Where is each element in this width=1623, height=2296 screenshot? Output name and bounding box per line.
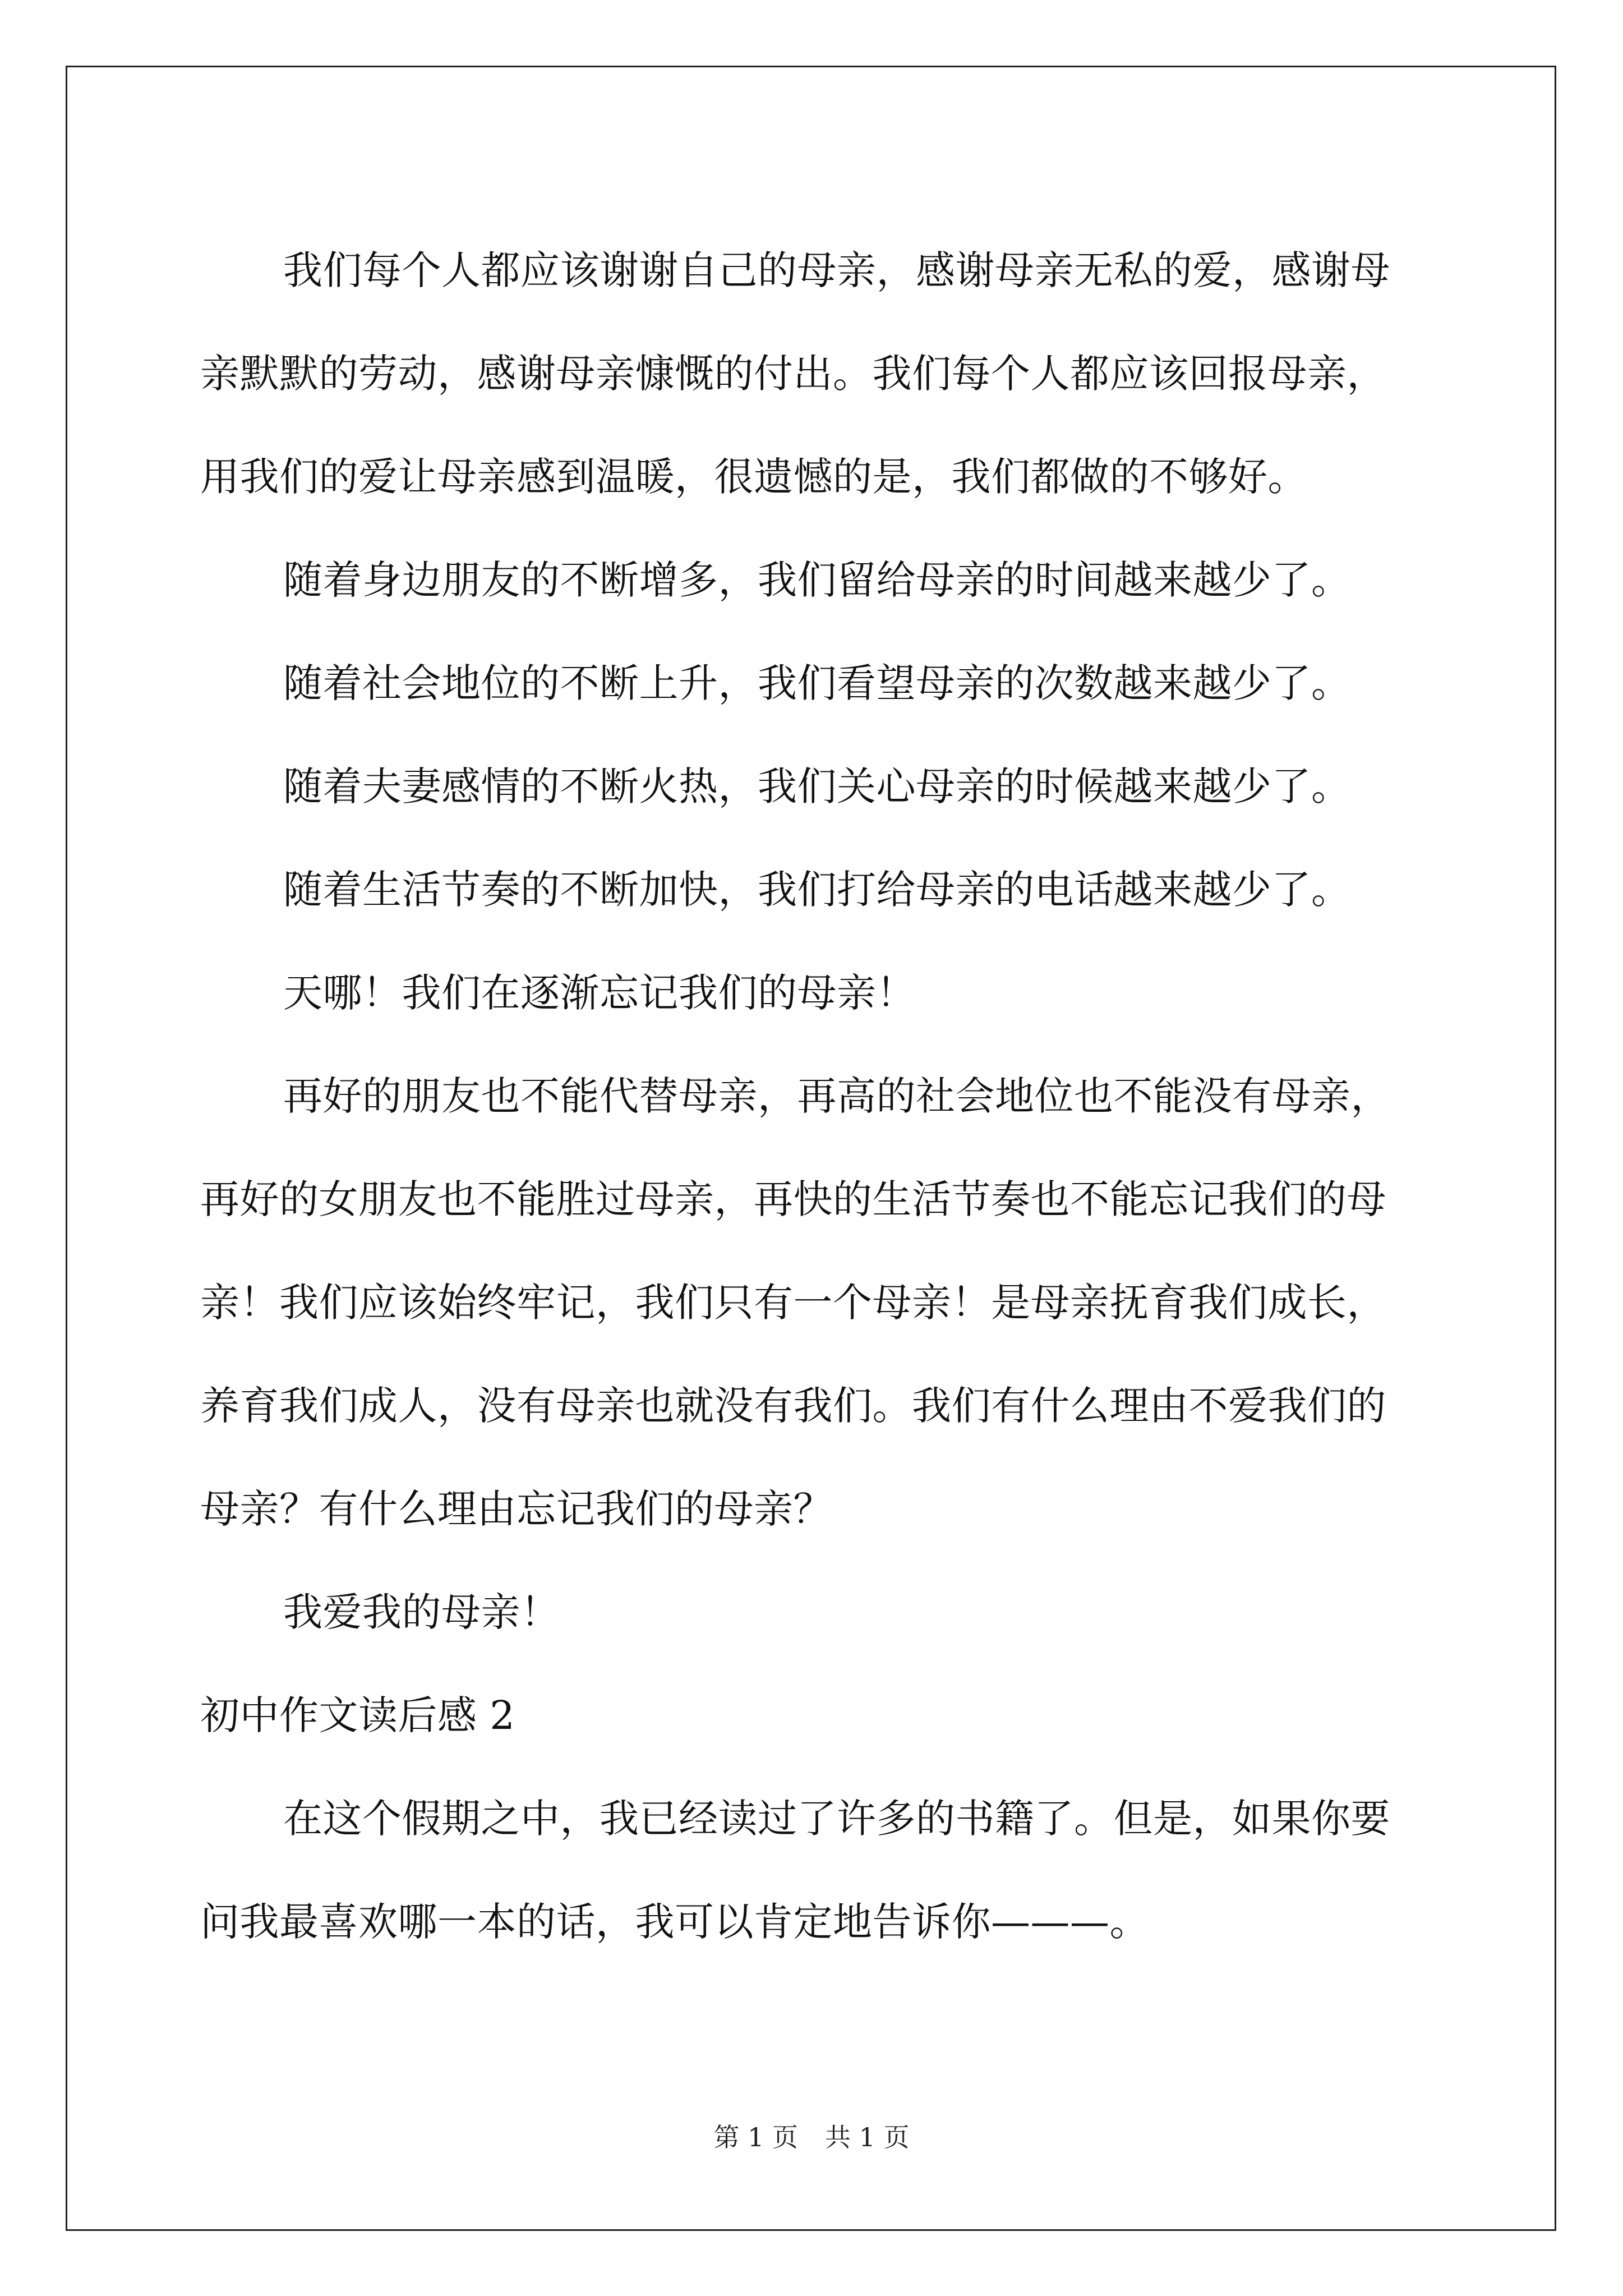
paragraph-line: 亲！我们应该始终牢记，我们只有一个母亲！是母亲抚育我们成长， bbox=[200, 1280, 1386, 1326]
paragraph-line: 随着身边朋友的不断增多，我们留给母亲的时间越来越少了。 bbox=[283, 557, 1351, 603]
page-number: 第 1 页 bbox=[713, 2122, 798, 2152]
paragraph-line: 再好的朋友也不能代替母亲，再高的社会地位也不能没有母亲， bbox=[283, 1073, 1390, 1119]
paragraph-line: 天哪！我们在逐渐忘记我们的母亲！ bbox=[283, 970, 916, 1016]
document-body bbox=[200, 219, 1423, 1973]
paragraph-line: 再好的女朋友也不能胜过母亲，再快的生活节奏也不能忘记我们的母 bbox=[200, 1176, 1386, 1222]
paragraph-line: 在这个假期之中，我已经读过了许多的书籍了。但是，如果你要 bbox=[283, 1796, 1390, 1842]
paragraph-line: 随着生活节奏的不断加快，我们打给母亲的电话越来越少了。 bbox=[283, 867, 1351, 913]
section-heading: 初中作文读后感 2 bbox=[200, 1692, 515, 1738]
paragraph-line: 随着社会地位的不断上升，我们看望母亲的次数越来越少了。 bbox=[283, 660, 1351, 706]
paragraph-line: 我们每个人都应该谢谢自己的母亲，感谢母亲无私的爱，感谢母 bbox=[283, 247, 1390, 293]
paragraph-line: 母亲？有什么理由忘记我们的母亲？ bbox=[200, 1486, 833, 1532]
paragraph-line: 用我们的爱让母亲感到温暖，很遗憾的是，我们都做的不够好。 bbox=[200, 454, 1307, 500]
paragraph-line: 我爱我的母亲！ bbox=[283, 1589, 560, 1635]
paragraph-line: 养育我们成人，没有母亲也就没有我们。我们有什么理由不爱我们的 bbox=[200, 1383, 1386, 1429]
page-total: 共 1 页 bbox=[825, 2122, 910, 2152]
paragraph-line: 问我最喜欢哪一本的话，我可以肯定地告诉你———。 bbox=[200, 1899, 1149, 1945]
paragraph-line: 亲默默的劳动，感谢母亲慷慨的付出。我们每个人都应该回报母亲， bbox=[200, 351, 1386, 397]
page-footer bbox=[0, 2120, 1623, 2154]
paragraph-line: 随着夫妻感情的不断火热，我们关心母亲的时候越来越少了。 bbox=[283, 763, 1351, 809]
